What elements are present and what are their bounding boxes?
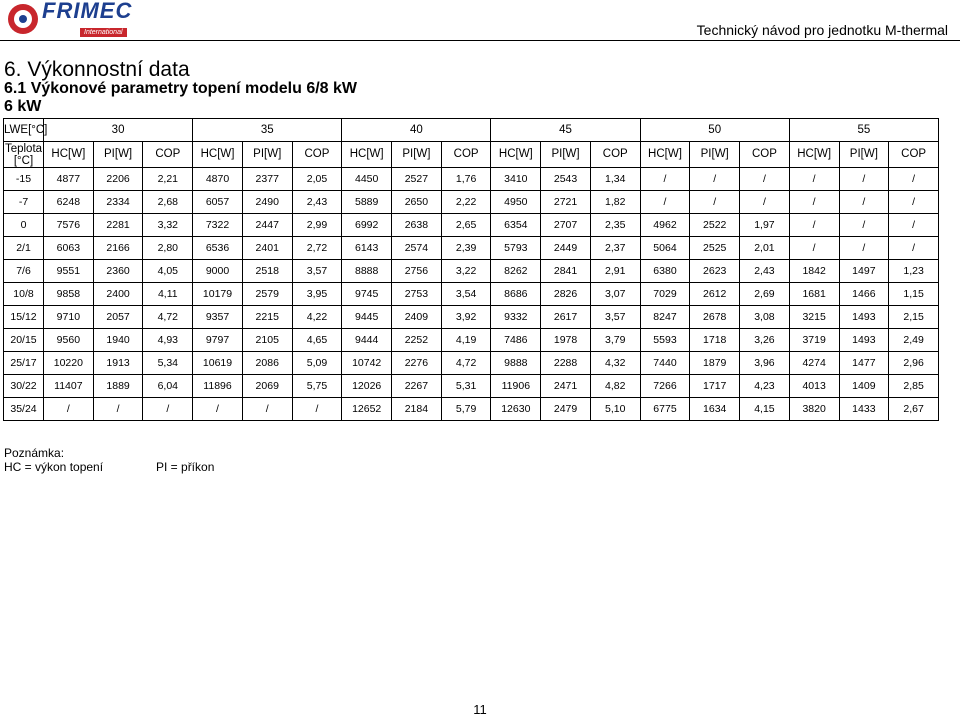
param-header: PI[W]	[392, 142, 442, 168]
table-cell: 4950	[491, 191, 541, 214]
table-cell: /	[889, 237, 939, 260]
table-cell: 2518	[242, 260, 292, 283]
table-cell: 2,65	[441, 214, 491, 237]
row-temperature: 25/17	[4, 352, 44, 375]
header-row-params	[4, 142, 939, 168]
table-cell: 1497	[839, 260, 889, 283]
row-temperature: 7/6	[4, 260, 44, 283]
note-hc: HC = výkon topení	[4, 460, 104, 474]
table-cell: 3,95	[292, 283, 342, 306]
table-cell: 1,82	[590, 191, 640, 214]
table-cell: 8686	[491, 283, 541, 306]
table-cell: 1,76	[441, 168, 491, 191]
table-cell: /	[889, 214, 939, 237]
param-header: PI[W]	[93, 142, 143, 168]
table-cell: 3215	[789, 306, 839, 329]
header-divider	[0, 40, 960, 41]
table-cell: 9560	[44, 329, 94, 352]
table-cell: 4,22	[292, 306, 342, 329]
table-cell: 4013	[789, 375, 839, 398]
table-cell: 4,82	[590, 375, 640, 398]
table-cell: 6143	[342, 237, 392, 260]
table-cell: 5064	[640, 237, 690, 260]
table-cell: 8262	[491, 260, 541, 283]
table-cell: 6248	[44, 191, 94, 214]
table-cell: /	[93, 398, 143, 421]
table-cell: 9357	[193, 306, 243, 329]
table-cell: 6057	[193, 191, 243, 214]
table-cell: /	[44, 398, 94, 421]
table-cell: 2612	[690, 283, 740, 306]
brand-sub: International	[80, 28, 127, 37]
table-cell: 11896	[193, 375, 243, 398]
table-cell: 2401	[242, 237, 292, 260]
param-header: HC[W]	[640, 142, 690, 168]
table-cell: 4,65	[292, 329, 342, 352]
table-cell: 2184	[392, 398, 442, 421]
table-cell: 2,80	[143, 237, 193, 260]
lwe-label: LWE[°C]	[4, 119, 44, 142]
table-cell: 2,72	[292, 237, 342, 260]
table-cell: /	[640, 168, 690, 191]
table-cell: 5,31	[441, 375, 491, 398]
table-cell: 3,07	[590, 283, 640, 306]
table-cell: 3,92	[441, 306, 491, 329]
table-cell: 2,05	[292, 168, 342, 191]
param-header: HC[W]	[491, 142, 541, 168]
table-cell: 4,15	[740, 398, 790, 421]
table-cell: /	[740, 168, 790, 191]
table-cell: 2166	[93, 237, 143, 260]
table-cell: /	[889, 168, 939, 191]
table-cell: 2826	[541, 283, 591, 306]
table-cell: /	[690, 191, 740, 214]
table-cell: 6380	[640, 260, 690, 283]
table-cell: 2447	[242, 214, 292, 237]
table-cell: 3,08	[740, 306, 790, 329]
table-cell: 6536	[193, 237, 243, 260]
table-cell: 2,99	[292, 214, 342, 237]
table-cell: 2525	[690, 237, 740, 260]
table-cell: 2360	[93, 260, 143, 283]
param-header: HC[W]	[44, 142, 94, 168]
table-cell: 9745	[342, 283, 392, 306]
table-cell: 4274	[789, 352, 839, 375]
table-cell: 3,54	[441, 283, 491, 306]
table-cell: 2,43	[292, 191, 342, 214]
table-cell: 2,21	[143, 168, 193, 191]
subheading-line-1: 6.1 Výkonové parametry topení modelu 6/8 kW	[4, 80, 357, 97]
param-header: COP	[889, 142, 939, 168]
table-cell: 4,11	[143, 283, 193, 306]
table-cell: 3,57	[292, 260, 342, 283]
table-cell: 1718	[690, 329, 740, 352]
param-header: COP	[292, 142, 342, 168]
table-cell: 1,97	[740, 214, 790, 237]
table-row	[4, 237, 939, 260]
table-cell: /	[889, 191, 939, 214]
table-row	[4, 329, 939, 352]
page-number: 11	[473, 702, 487, 717]
table-cell: 2721	[541, 191, 591, 214]
table-cell: 9445	[342, 306, 392, 329]
table-cell: 2,96	[889, 352, 939, 375]
table-cell: 9797	[193, 329, 243, 352]
table-cell: 3,26	[740, 329, 790, 352]
performance-table	[3, 118, 939, 421]
param-header: PI[W]	[839, 142, 889, 168]
table-cell: 4,23	[740, 375, 790, 398]
table-cell: /	[789, 168, 839, 191]
table-cell: 5593	[640, 329, 690, 352]
table-cell: 4870	[193, 168, 243, 191]
table-cell: 2,67	[889, 398, 939, 421]
table-cell: 9888	[491, 352, 541, 375]
param-header: COP	[441, 142, 491, 168]
table-cell: 2281	[93, 214, 143, 237]
table-cell: 1493	[839, 329, 889, 352]
table-cell: 2334	[93, 191, 143, 214]
table-cell: 1681	[789, 283, 839, 306]
table-cell: 2617	[541, 306, 591, 329]
table-cell: 2,39	[441, 237, 491, 260]
table-cell: 3,96	[740, 352, 790, 375]
table-cell: 4,32	[590, 352, 640, 375]
table-cell: 3820	[789, 398, 839, 421]
table-cell: 2276	[392, 352, 442, 375]
section-subheading	[4, 80, 357, 116]
table-cell: 9551	[44, 260, 94, 283]
table-cell: /	[839, 191, 889, 214]
table-row	[4, 352, 939, 375]
lwe-temp-header: 30	[44, 119, 193, 142]
table-cell: 7486	[491, 329, 541, 352]
table-cell: 1842	[789, 260, 839, 283]
table-cell: 2,91	[590, 260, 640, 283]
table-cell: 4962	[640, 214, 690, 237]
section-heading: 6. Výkonnostní data	[4, 58, 190, 81]
table-cell: /	[789, 237, 839, 260]
row-temperature: 0	[4, 214, 44, 237]
table-cell: 5,75	[292, 375, 342, 398]
table-cell: 2267	[392, 375, 442, 398]
table-cell: 10619	[193, 352, 243, 375]
row-temperature: 15/12	[4, 306, 44, 329]
teplota-label: Teplota [°C]	[4, 142, 43, 167]
table-cell: 12026	[342, 375, 392, 398]
table-cell: /	[839, 168, 889, 191]
table-cell: 1634	[690, 398, 740, 421]
table-cell: 7576	[44, 214, 94, 237]
table-cell: 3,57	[590, 306, 640, 329]
table-cell: 2,35	[590, 214, 640, 237]
table-cell: 4450	[342, 168, 392, 191]
table-row	[4, 191, 939, 214]
row-temperature: -15	[4, 168, 44, 191]
table-cell: 4,19	[441, 329, 491, 352]
table-cell: 12630	[491, 398, 541, 421]
header-row-lwe	[4, 119, 939, 142]
table-row	[4, 375, 939, 398]
table-cell: 2678	[690, 306, 740, 329]
table-cell: /	[690, 168, 740, 191]
table-cell: 1493	[839, 306, 889, 329]
param-header: HC[W]	[789, 142, 839, 168]
table-cell: 8247	[640, 306, 690, 329]
table-cell: /	[839, 214, 889, 237]
table-cell: 2753	[392, 283, 442, 306]
table-cell: 9444	[342, 329, 392, 352]
table-row	[4, 306, 939, 329]
table-cell: /	[640, 191, 690, 214]
row-temperature: 2/1	[4, 237, 44, 260]
lwe-temp-header: 50	[640, 119, 789, 142]
table-cell: 2,69	[740, 283, 790, 306]
table-cell: 5793	[491, 237, 541, 260]
param-header: COP	[143, 142, 193, 168]
lwe-temp-header: 35	[193, 119, 342, 142]
table-cell: 8888	[342, 260, 392, 283]
table-row	[4, 398, 939, 421]
table-cell: 12652	[342, 398, 392, 421]
table-cell: 2377	[242, 168, 292, 191]
table-cell: 2527	[392, 168, 442, 191]
table-cell: 4,93	[143, 329, 193, 352]
table-cell: 2623	[690, 260, 740, 283]
table-cell: 2409	[392, 306, 442, 329]
row-temperature: -7	[4, 191, 44, 214]
table-cell: /	[839, 237, 889, 260]
table-cell: 5,79	[441, 398, 491, 421]
param-header: PI[W]	[541, 142, 591, 168]
table-cell: 2,68	[143, 191, 193, 214]
table-cell: 2215	[242, 306, 292, 329]
table-cell: 2,22	[441, 191, 491, 214]
table-cell: 1,34	[590, 168, 640, 191]
table-cell: 11906	[491, 375, 541, 398]
table-cell: 3,79	[590, 329, 640, 352]
param-header: COP	[590, 142, 640, 168]
table-cell: 2206	[93, 168, 143, 191]
lwe-temp-header: 55	[789, 119, 938, 142]
table-cell: 2057	[93, 306, 143, 329]
table-cell: 2400	[93, 283, 143, 306]
table-cell: 6775	[640, 398, 690, 421]
table-cell: 2,37	[590, 237, 640, 260]
lwe-temp-header: 45	[491, 119, 640, 142]
table-cell: /	[789, 191, 839, 214]
table-cell: 1717	[690, 375, 740, 398]
frimec-logo	[8, 0, 133, 36]
table-cell: 2574	[392, 237, 442, 260]
row-temperature: 35/24	[4, 398, 44, 421]
table-cell: 1913	[93, 352, 143, 375]
note-title: Poznámka:	[4, 446, 65, 460]
table-row	[4, 283, 939, 306]
table-cell: 5,09	[292, 352, 342, 375]
table-cell: 9332	[491, 306, 541, 329]
row-temperature: 10/8	[4, 283, 44, 306]
table-cell: 2522	[690, 214, 740, 237]
table-cell: 2756	[392, 260, 442, 283]
table-cell: 1409	[839, 375, 889, 398]
subheading-line-2: 6 kW	[4, 98, 42, 115]
lwe-temp-header: 40	[342, 119, 491, 142]
table-cell: 1433	[839, 398, 889, 421]
table-cell: 4,72	[441, 352, 491, 375]
param-header: HC[W]	[342, 142, 392, 168]
note-pi: PI = příkon	[156, 460, 215, 474]
table-cell: 3,32	[143, 214, 193, 237]
param-header: COP	[740, 142, 790, 168]
table-cell: 2,85	[889, 375, 939, 398]
table-cell: 10179	[193, 283, 243, 306]
table-cell: 2,49	[889, 329, 939, 352]
table-cell: 5,34	[143, 352, 193, 375]
table-cell: 2069	[242, 375, 292, 398]
table-cell: /	[242, 398, 292, 421]
table-row	[4, 260, 939, 283]
table-cell: 2,01	[740, 237, 790, 260]
table-cell: /	[193, 398, 243, 421]
param-header: PI[W]	[242, 142, 292, 168]
table-cell: 9710	[44, 306, 94, 329]
table-cell: 10220	[44, 352, 94, 375]
note	[4, 446, 214, 474]
table-cell: 1477	[839, 352, 889, 375]
table-cell: 7029	[640, 283, 690, 306]
table-cell: 4,72	[143, 306, 193, 329]
table-cell: 3,22	[441, 260, 491, 283]
table-cell: 9858	[44, 283, 94, 306]
table-cell: 5,10	[590, 398, 640, 421]
table-cell: /	[292, 398, 342, 421]
table-cell: 1466	[839, 283, 889, 306]
table-cell: 2650	[392, 191, 442, 214]
table-cell: 2543	[541, 168, 591, 191]
table-row	[4, 214, 939, 237]
table-cell: 9000	[193, 260, 243, 283]
table-cell: 2707	[541, 214, 591, 237]
table-row	[4, 168, 939, 191]
table-cell: 7440	[640, 352, 690, 375]
table-cell: 1879	[690, 352, 740, 375]
table-cell: 2490	[242, 191, 292, 214]
table-cell: 1978	[541, 329, 591, 352]
document-title: Technický návod pro jednotku M-thermal	[696, 22, 948, 38]
table-cell: 4,05	[143, 260, 193, 283]
table-cell: 1,23	[889, 260, 939, 283]
table-cell: 2,15	[889, 306, 939, 329]
table-cell: 7266	[640, 375, 690, 398]
table-cell: /	[740, 191, 790, 214]
table-cell: 2105	[242, 329, 292, 352]
table-cell: 2471	[541, 375, 591, 398]
table-cell: 2086	[242, 352, 292, 375]
table-cell: 2252	[392, 329, 442, 352]
table-cell: 2579	[242, 283, 292, 306]
table-cell: 10742	[342, 352, 392, 375]
row-temperature: 30/22	[4, 375, 44, 398]
param-header: HC[W]	[193, 142, 243, 168]
table-cell: 1,15	[889, 283, 939, 306]
table-cell: 1889	[93, 375, 143, 398]
table-cell: 2638	[392, 214, 442, 237]
table-cell: /	[143, 398, 193, 421]
table-cell: 2841	[541, 260, 591, 283]
table-cell: 5889	[342, 191, 392, 214]
table-cell: 3410	[491, 168, 541, 191]
brand-name: FRIMEC	[42, 0, 133, 23]
table-cell: 2479	[541, 398, 591, 421]
table-cell: 2288	[541, 352, 591, 375]
param-header: PI[W]	[690, 142, 740, 168]
table-cell: 6063	[44, 237, 94, 260]
table-cell: 6,04	[143, 375, 193, 398]
frimec-logo-icon	[8, 4, 38, 34]
table-cell: 1940	[93, 329, 143, 352]
table-cell: 11407	[44, 375, 94, 398]
table-cell: 2449	[541, 237, 591, 260]
table-cell: 3719	[789, 329, 839, 352]
table-cell: 6354	[491, 214, 541, 237]
table-cell: 7322	[193, 214, 243, 237]
table-cell: 4877	[44, 168, 94, 191]
table-cell: /	[789, 214, 839, 237]
table-cell: 6992	[342, 214, 392, 237]
row-temperature: 20/15	[4, 329, 44, 352]
table-cell: 2,43	[740, 260, 790, 283]
